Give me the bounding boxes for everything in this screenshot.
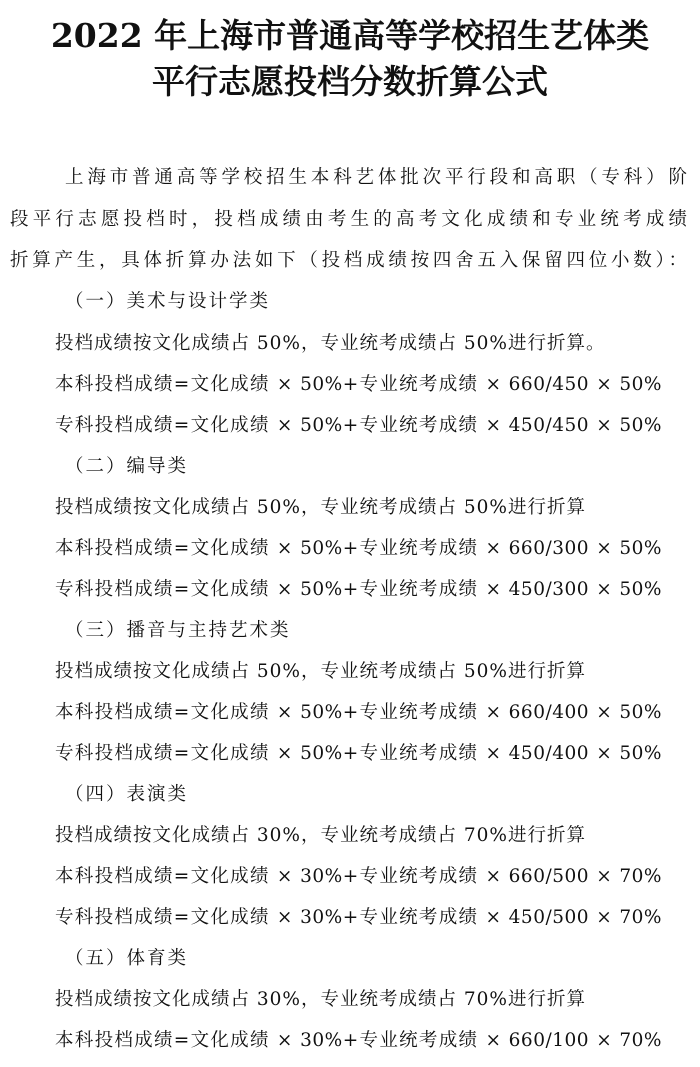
bachelor-formula: 本科投档成绩=文化成绩 × 30%+专业统考成绩 × 660/100 × 70% xyxy=(55,1030,662,1051)
section-rule-text: 投档成绩按文化成绩占 30%，专业统考成绩占 70%进行折算 xyxy=(55,825,587,846)
bachelor-formula: 本科投档成绩=文化成绩 × 30%+专业统考成绩 × 660/500 × 70% xyxy=(55,866,662,887)
intro-paragraph-line-2: 段平行志愿投档时，投档成绩由考生的高考文化成绩和专业统考成绩 xyxy=(10,209,688,230)
associate-formula: 专科投档成绩=文化成绩 × 50%+专业统考成绩 × 450/450 × 50% xyxy=(55,415,662,436)
document-title-line-1: 2022 年上海市普通高等学校招生艺体类 xyxy=(50,16,650,55)
associate-formula: 专科投档成绩=文化成绩 × 50%+专业统考成绩 × 450/300 × 50% xyxy=(55,579,662,600)
bachelor-formula: 本科投档成绩=文化成绩 × 50%+专业统考成绩 × 660/400 × 50% xyxy=(55,702,662,723)
section-heading-directing: （二）编导类 xyxy=(65,456,189,477)
section-rule-text: 投档成绩按文化成绩占 50%，专业统考成绩占 50%进行折算 xyxy=(55,661,587,682)
intro-paragraph-line-1: 上海市普通高等学校招生本科艺体批次平行段和高职（专科）阶 xyxy=(65,167,688,188)
section-heading-sports: （五）体育类 xyxy=(65,948,189,969)
bachelor-formula: 本科投档成绩=文化成绩 × 50%+专业统考成绩 × 660/300 × 50% xyxy=(55,538,662,559)
associate-formula: 专科投档成绩=文化成绩 × 30%+专业统考成绩 × 450/500 × 70% xyxy=(55,907,662,928)
document-title-line-2: 平行志愿投档分数折算公式 xyxy=(152,62,548,101)
associate-formula: 专科投档成绩=文化成绩 × 50%+专业统考成绩 × 450/400 × 50% xyxy=(55,743,662,764)
section-heading-performance: （四）表演类 xyxy=(65,784,189,805)
intro-paragraph-line-3: 折算产生，具体折算办法如下（投档成绩按四舍五入保留四位小数）： xyxy=(10,250,688,271)
section-heading-broadcasting-hosting: （三）播音与主持艺术类 xyxy=(65,620,291,641)
section-rule-text: 投档成绩按文化成绩占 50%，专业统考成绩占 50%进行折算 xyxy=(55,497,587,518)
bachelor-formula: 本科投档成绩=文化成绩 × 50%+专业统考成绩 × 660/450 × 50% xyxy=(55,374,662,395)
section-rule-text: 投档成绩按文化成绩占 30%，专业统考成绩占 70%进行折算 xyxy=(55,989,587,1010)
section-heading-art-design: （一）美术与设计学类 xyxy=(65,291,271,312)
section-rule-text: 投档成绩按文化成绩占 50%，专业统考成绩占 50%进行折算。 xyxy=(55,333,606,354)
